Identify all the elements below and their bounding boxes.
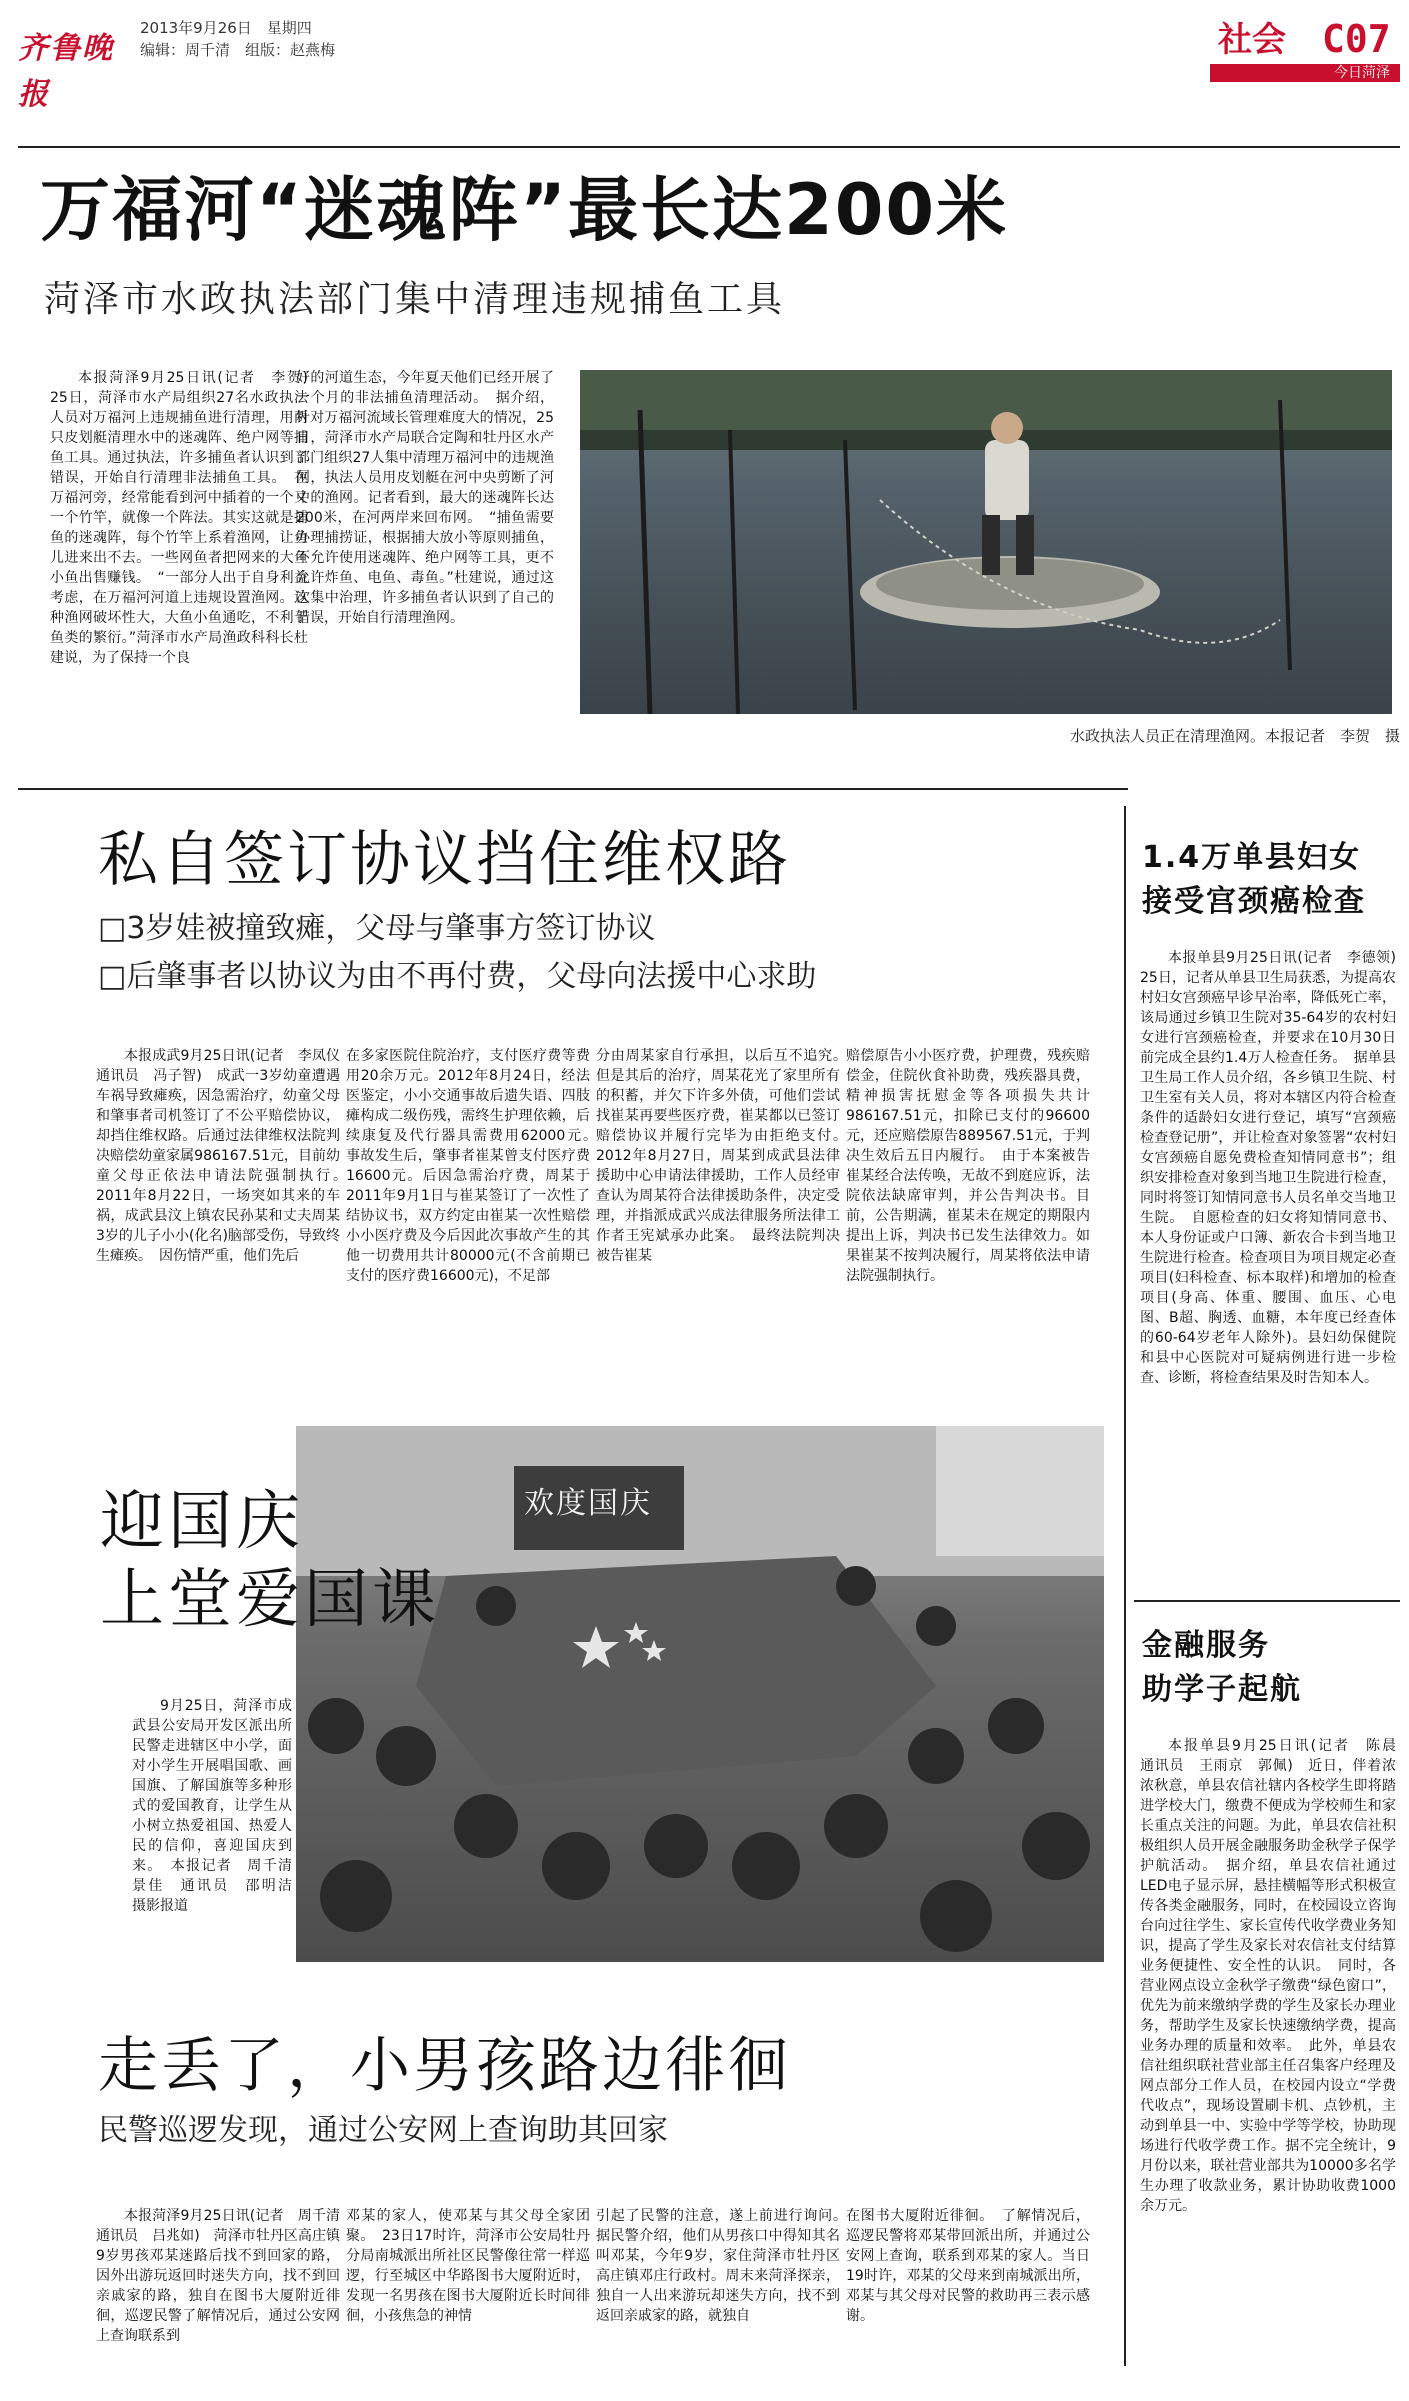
page-code: C07 xyxy=(1322,17,1391,61)
fishing-boat-photo xyxy=(580,370,1392,714)
story4-subheadline: 民警巡逻发现，通过公安网上查询助其回家 xyxy=(98,2113,668,2148)
story2-subhead-2: □后肇事者以协议为由不再付费，父母向法援中心求助 xyxy=(98,959,817,994)
story1-subheadline: 菏泽市水政执法部门集中清理违规捕鱼工具 xyxy=(44,279,786,320)
story3-title-line1: 迎国庆 xyxy=(100,1485,304,1559)
story1-column-1: 本报菏泽9月25日讯(记者 李贺) 25日，菏泽市水产局组织27名水政执法人员对万福河上违规捕鱼进行清理，用两只皮划艇清理水中的迷魂阵、绝户网等捕鱼工具。通过执法，许多捕鱼者认识到了错误，开始自行清理非法捕鱼工具。 在万福河旁，经常能看到河中插着的一个又一个竹竿，就像一个阵法。其实这就是捕鱼的迷魂阵，每个竹竿上系着渔网，让鱼儿进来出不去。一些网鱼者把网来的大鱼小鱼出售赚钱。 “一部分人出于自身利益考虑，在万福河河道上违规设置渔网。这种渔网破坏性大，大鱼小鱼通吃，不利于鱼类的繁衍。”菏泽市水产局渔政科科长杜建说，为了保持一个良 xyxy=(50,370,308,666)
column-name-bar xyxy=(1210,64,1400,82)
story3-body: 9月25日，菏泽市成武县公安局开发区派出所民警走进辖区中小学，面对小学生开展唱国歌、画国旗、了解国旗等多种形式的爱国教育，让学生从小树立热爱祖国、热爱人民的信仰，喜迎国庆到来。 本报记者 周千清 景佳 通讯员 邵明洁 摄影报道 xyxy=(132,1698,292,1914)
story4-column-4: 在图书大厦附近徘徊。 了解情况后，巡逻民警将邓某带回派出所，并通过公安网上查询，联系到邓某的家人。当日19时许，邓某的父母来到南城派出所，邓某与其父母对民警的救助再三表示感谢。 xyxy=(846,2208,1090,2324)
story4-column-1: 本报菏泽9月25日讯(记者 周千清 通讯员 吕兆如) 菏泽市牡丹区高庄镇9岁男孩邓某迷路后找不到回家的路，因外出游玩返回时迷失方向，找不到回亲戚家的路，独自在图书大厦附近徘徊，巡逻民警了解情况后，通过公安网上查询联系到 xyxy=(96,2208,340,2344)
story2-column-4: 赔偿原告小小医疗费，护理费，残疾赔偿金，住院伙食补助费，残疾器具费，精神损害抚慰金等各项损失共计986167.51元，扣除已支付的96600元，还应赔偿原告889567.51元，于判决生效后五日内履行。 由于本案被告崔某经合法传唤，无故不到庭应诉，法院依法缺席审判，并公告判决书。目前，公告期满，崔某未在规定的期限内提出上诉，判决书已发生法律效力。如果崔某不按判决履行，周某将依法申请法院强制执行。 xyxy=(846,1048,1090,1284)
story3-title-line2: 上堂爱国课 xyxy=(100,1563,440,1637)
photo-sign-text: 欢度国庆 xyxy=(524,1486,652,1521)
story1-rule xyxy=(18,788,1128,790)
side-rule xyxy=(1134,1600,1400,1602)
story2-headline: 私自签订协议挡住维权路 xyxy=(98,825,791,895)
story4-headline: 走丢了，小男孩路边徘徊 xyxy=(98,2031,791,2101)
column-name: 今日菏泽 xyxy=(1334,65,1390,81)
side2-title-line1: 金融服务 xyxy=(1142,1628,1270,1663)
story4-column-2: 邓某的家人，使邓某与其父母全家团聚。 23日17时许，菏泽市公安局牡丹分局南城派出所社区民警像往常一样巡逻，行至城区中华路图书大厦附近时，发现一名男孩在图书大厦附近长时间徘徊，小孩焦急的神情 xyxy=(346,2208,590,2324)
side2-body: 本报单县9月25日讯(记者 陈晨 通讯员 王雨京 郭佩) 近日，伴着浓浓秋意，单县农信社辖内各校学生即将踏进学校大门，缴费不便成为学校师生和家长重点关注的问题。为此，单县农信社积极组织人员开展金融服务助金秋学子保学护航活动。 据介绍，单县农信社通过LED电子显示屏，悬挂横幅等形式积极宣传各类金融服务，同时，在校园设立咨询台向过往学生、家长宣传代收学费业务知识，提高了学生及家长对农信社支付结算业务便捷性、安全性的认识。 同时，各营业网点设立金秋学子缴费“绿色窗口”，优先为前来缴纳学费的学生及家长办理业务，帮助学生及家长快速缴纳学费，提高业务办理的质量和效率。 此外，单县农信社组织联社营业部主任召集客户经理及网点部分工作人员，在校园内设立“学费代收点”，现场设置刷卡机、点钞机，主动到单县一中、实验中学等学校，协助现场进行代收学费工作。据不完全统计，9月份以来，联社营业部共为10000多名学生办理了收款业务，累计协助收费1000余万元。 xyxy=(1140,1738,1396,2214)
story2-subhead-1: □3岁娃被撞致瘫，父母与肇事方签订协议 xyxy=(98,911,656,946)
sidebar-divider xyxy=(1124,806,1126,2366)
masthead-logo: 齐鲁晚报 xyxy=(18,31,114,112)
side2-title-line2: 助学子起航 xyxy=(1142,1672,1302,1707)
date-line: 2013年9月26日 星期四 xyxy=(140,19,312,37)
story1-headline: 万福河“迷魂阵”最长达200米 xyxy=(40,169,1009,251)
story2-column-2: 在多家医院住院治疗，支付医疗费等费用20余万元。2012年8月24日，经法医鉴定，小小交通事故后遗失语、四肢瘫构成二级伤残，需终生护理依赖，后续康复及代行器具需费用62000元。 事故发生后，肇事者崔某曾支付医疗费16600元。后因急需治疗费，周某于2011年9月1日与崔某签订了一次性了结协议书，双方约定由崔某一次性赔偿小小医疗费及今后因此次事故产生的其他一切费用共计80000元(不含前期已支付的医疗费16600元)，不足部 xyxy=(346,1048,590,1284)
classroom-flag-photo xyxy=(296,1426,1104,1962)
side1-title-line1: 1.4万单县妇女 xyxy=(1142,840,1362,875)
story4-column-3: 引起了民警的注意，遂上前进行询问。 据民警介绍，他们从男孩口中得知其名叫邓某，今年9岁，家住菏泽市牡丹区高庄镇邓庄行政村。周末来菏泽探亲，独自一人出来游玩却迷失方向，找不到返回亲戚家的路，就独自 xyxy=(596,2208,840,2324)
story2-column-1: 本报成武9月25日讯(记者 李凤仪 通讯员 冯子智) 成武一3岁幼童遭遇车祸导致瘫痪，因急需治疗，幼童父母和肇事者司机签订了不公平赔偿协议，却挡住维权路。后通过法律维权法院判决赔偿幼童家属986167.51元，目前幼童父母正依法申请法院强制执行。 2011年8月22日，一场突如其来的车祸，成武县汶上镇农民孙某和丈夫周某3岁的儿子小小(化名)脑部受伤，导致终生瘫痪。 因伤情严重，他们先后 xyxy=(96,1048,340,1264)
story3-photo xyxy=(296,1426,1104,1962)
side1-body: 本报单县9月25日讯(记者 李德领) 25日，记者从单县卫生局获悉，为提高农村妇女宫颈癌早诊早治率，降低死亡率，该局通过乡镇卫生院对35-64岁的农村妇女进行宫颈癌检查，并要求在10月30日前完成全县约1.4万人检查任务。 据单县卫生局工作人员介绍，各乡镇卫生院、村卫生室有关人员，将对本辖区内符合检查条件的适龄妇女进行登记，填写“宫颈癌检查登记册”，并让检查对象签署“农村妇女宫颈癌自愿免费检查知情同意书”；组织安排检查对象到当地卫生院进行检查，同时将签订知情同意书人员名单交当地卫生院。 自愿检查的妇女将知情同意书、本人身份证或户口簿、新农合卡到当地卫生院进行检查。检查项目为项目规定必查项目(妇科检查、标本取样)和增加的检查项目(身高、体重、腰围、血压、心电图、B超、胸透、血糖，本年度已经查体的60-64岁老年人除外)。县妇幼保健院和县中心医院对可疑病例进行进一步检查、诊断，将检查结果及时告知本人。 xyxy=(1140,950,1396,1386)
editor-line: 编辑：周千清 组版：赵燕梅 xyxy=(140,41,336,59)
story1-column-2: 好的河道生态，今年夏天他们已经开展了一个月的非法捕鱼清理活动。 据介绍，针对万福河流域长管理难度大的情况，25日，菏泽市水产局联合定陶和牡丹区水产部门组织27人集中清理万福河中的违规渔网，执法人员用皮划艇在河中央剪断了河中的渔网。记者看到，最大的迷魂阵长达200米，在河两岸来回布网。 “捕鱼需要办理捕捞证，根据捕大放小等原则捕鱼，不允许使用迷魂阵、绝户网等工具，更不允许炸鱼、电鱼、毒鱼。”杜建说，通过这次集中治理，许多捕鱼者认识到了自己的错误，开始自行清理渔网。 xyxy=(296,370,554,626)
side1-title-line2: 接受宫颈癌检查 xyxy=(1142,884,1366,919)
story1-photo-caption: 水政执法人员正在清理渔网。本报记者 李贺 摄 xyxy=(1069,727,1400,745)
story2-column-3: 分由周某家自行承担，以后互不追究。 但是其后的治疗，周某花光了家里所有的积蓄，并欠下许多外债，可他们尝试找崔某再要些医疗费，崔某都以已签订赔偿协议并履行完毕为由拒绝支付。 2012年8月27日，周某到成武县法律援助中心申请法律援助，工作人员经审查认为周某符合法律援助条件，决定受理，并指派成武兴成法律服务所法律工作者王宪斌承办此案。 最终法院判决被告崔某 xyxy=(596,1048,840,1264)
section-name: 社会 xyxy=(1218,20,1286,60)
story1-photo xyxy=(580,370,1392,714)
header-rule xyxy=(18,146,1400,148)
